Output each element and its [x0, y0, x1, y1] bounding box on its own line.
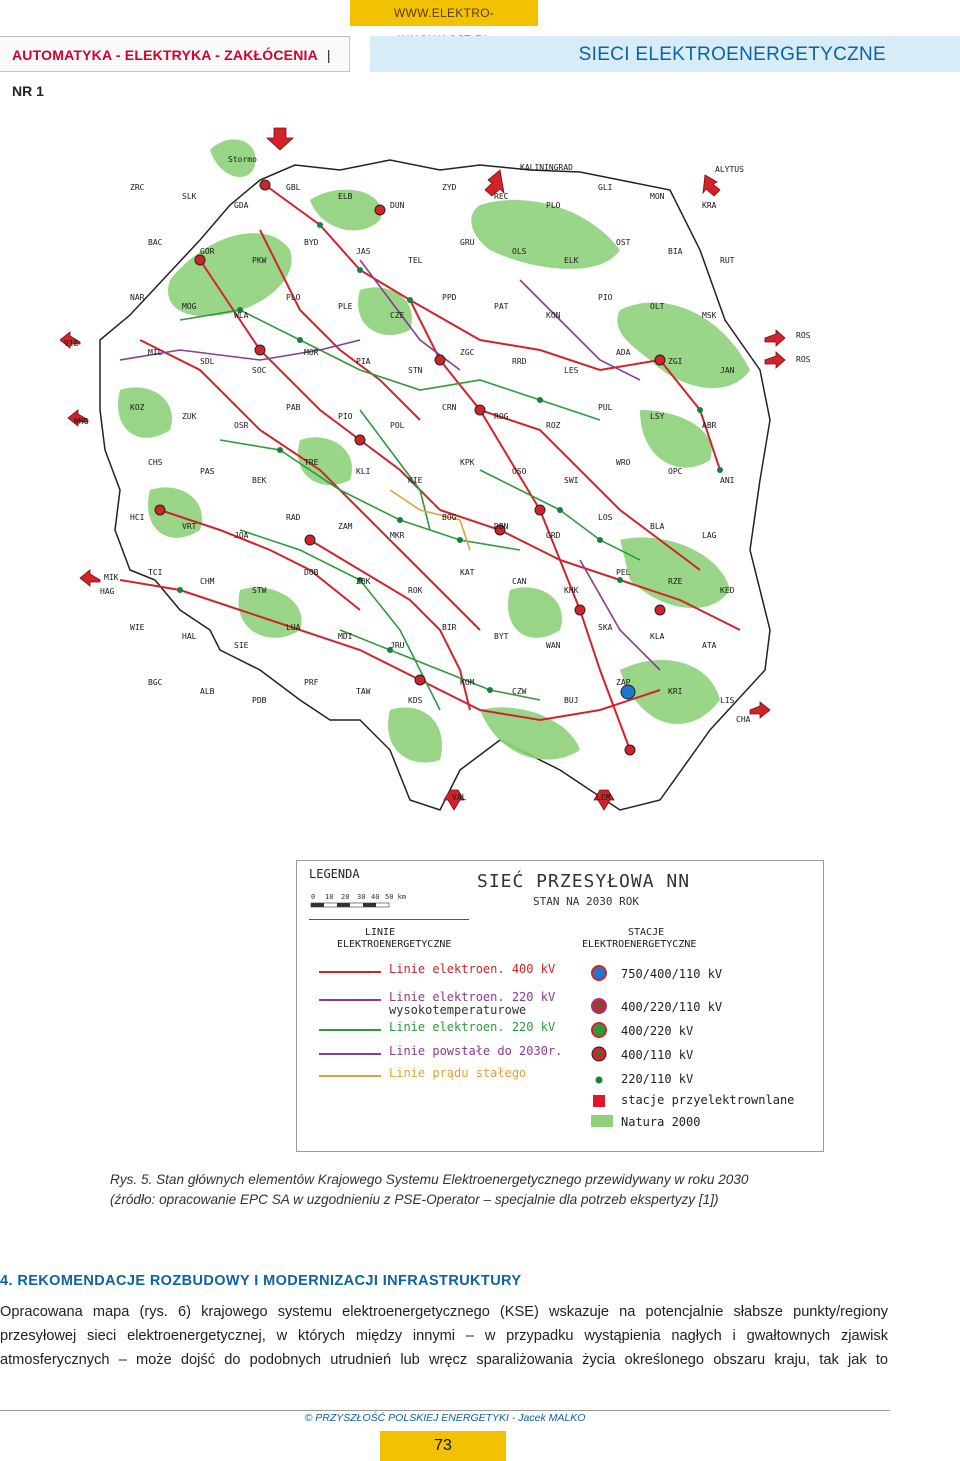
map-station-label: ZRC [130, 183, 145, 192]
map-station-label: BIR [442, 623, 457, 632]
map-station-label: BEK [252, 476, 267, 485]
map-station-label: CRN [442, 403, 457, 412]
legend-line-planned-swatch [319, 1053, 381, 1055]
map-station-label: KIE [408, 476, 423, 485]
map-station-label: GDA [234, 201, 249, 210]
map-station-label: DUN [390, 201, 405, 210]
map-station-label: BAC [148, 238, 163, 247]
map-station-label: ROK [408, 586, 423, 595]
map-station-label: KDS [408, 696, 423, 705]
scale-tick-label: 10 [325, 893, 334, 901]
map-station-label: BUJ [564, 696, 579, 705]
section-heading: 4. REKOMENDACJE ROZBUDOWY I MODERNIZACJI INFRASTRUKTURY [0, 1273, 522, 1289]
map-station-label: CAN [512, 577, 527, 586]
map-station-label: KOZ [130, 403, 145, 412]
caption-line-2: (źródło: opracowanie EPC SA w uzgodnieniu z PSE-Operator – specjalnie dla potrzeb ekspertyzy [1]) [110, 1192, 719, 1207]
map-station-label: PLO [546, 201, 561, 210]
map-border-label: KALININGRAD [520, 163, 573, 172]
map-station-label: KLI [356, 467, 371, 476]
legend-stations-header-1: STACJE [628, 927, 665, 938]
map-station-label: MKR [390, 531, 405, 540]
map-station-label: PAT [494, 302, 509, 311]
legend-station-400-110: 400/110 kV [621, 1048, 694, 1062]
map-station-label: KAT [460, 568, 475, 577]
legend-station-220-110-icon [591, 1072, 607, 1088]
map-station-label: POL [390, 421, 405, 430]
legend-station-400-110-icon [591, 1046, 607, 1062]
map-station-label: VRT [182, 522, 197, 531]
map-station-label: MDI [338, 632, 353, 641]
map-station-label: ZBK [356, 577, 371, 586]
legend-line-220kv-ht: Linie elektroen. 220 kV [389, 990, 556, 1004]
map-station-label: ABR [702, 421, 717, 430]
map-border-label: HAG [100, 587, 115, 596]
map-station-label: PAS [200, 467, 215, 476]
map-station-label: WAN [546, 641, 561, 650]
map-border-label: NHG [74, 417, 89, 426]
map-station-label: WLA [234, 311, 249, 320]
body-line: przesyłowej sieci elektroenergetycznej, w których między innymi – w przypadku wystąpienia nagłych i gwałtownych zjawisk [0, 1328, 888, 1344]
map-station-label: PDB [252, 696, 267, 705]
legend-natura-icon [591, 1114, 613, 1128]
legend-line-dc-swatch [319, 1075, 381, 1077]
map-station-label: SLK [182, 192, 197, 201]
legend-scale-bar [309, 889, 409, 917]
section-title: SIECI ELEKTROENERGETYCZNE [370, 36, 960, 72]
map-station-label: RAD [286, 513, 301, 522]
map-station-label: GBL [286, 183, 301, 192]
map-station-label: SOC [252, 366, 267, 375]
map-station-label: KRA [702, 201, 717, 210]
map-station-label: ZGC [460, 348, 475, 357]
legend-natura: Natura 2000 [621, 1115, 701, 1129]
map-station-label: NAR [130, 293, 145, 302]
map-station-label: SDL [200, 357, 215, 366]
map-station-label: OLT [650, 302, 665, 311]
map-station-label: SIE [234, 641, 249, 650]
map-station-label: BLA [650, 522, 665, 531]
legend-power-plant-icon [591, 1093, 607, 1109]
legend-station-400-220-110-icon [591, 998, 607, 1014]
legend-lines-header [337, 927, 451, 951]
map-border-label: ROS [796, 355, 810, 364]
map-station-label: MOR [304, 348, 319, 357]
map-station-label: SWI [564, 476, 579, 485]
map-station-label: JOA [234, 531, 249, 540]
map-border-label: VIE [64, 339, 79, 348]
map-station-label: KON [546, 311, 561, 320]
map-station-label: CHM [200, 577, 215, 586]
scale-tick-label: 0 [311, 893, 316, 901]
map-station-label: JAS [356, 247, 371, 256]
map-station-label: CZW [512, 687, 527, 696]
map-station-label: ELB [338, 192, 353, 201]
map-station-label: LOS [598, 513, 613, 522]
map-station-label: TCI [148, 568, 163, 577]
journal-name: AUTOMATYKA - ELEKTRYKA - ZAKŁÓCENIA [12, 47, 318, 63]
map-station-label: PPD [442, 293, 457, 302]
map-station-label: ALB [200, 687, 215, 696]
map-station-label: MOG [182, 302, 197, 311]
legend-line-400kv-swatch [319, 971, 381, 973]
legend-power-plant: stacje przyelektrownlane [621, 1093, 795, 1107]
map-station-label: RRD [512, 357, 527, 366]
map-station-label: TAW [356, 687, 371, 696]
map-station-label: PIO [338, 412, 353, 421]
map-station-label: ANI [720, 476, 735, 485]
map-station-label: KED [720, 586, 735, 595]
map-station-label: MIL [148, 348, 163, 357]
map-station-label: DBN [494, 522, 509, 531]
body-paragraph [0, 1300, 888, 1372]
legend-station-400-220-110: 400/220/110 kV [621, 1000, 723, 1014]
station-750kv [621, 685, 635, 699]
map-station-label: BIA [668, 247, 683, 256]
map-station-label: LES [564, 366, 579, 375]
map-station-label: RZE [668, 577, 683, 586]
legend-line-400kv: Linie elektroen. 400 kV [389, 962, 556, 976]
legend-line-220kv-ht-sub: wysokotemperaturowe [389, 1003, 527, 1017]
map-station-label: STN [408, 366, 423, 375]
legend-station-400-220-icon [591, 1022, 607, 1038]
map-station-label: HCI [130, 513, 145, 522]
map-station-label: LAG [702, 531, 717, 540]
scale-tick-label: 50 km [385, 893, 407, 901]
body-line: atmosferycznych – może dojść do podobnych utrudnień lub wręcz sparaliżowania życia określonego obszaru kraju, tak jak to [0, 1352, 888, 1368]
legend-line-220kv-swatch [319, 1029, 381, 1031]
legend-line-220kv-ht-swatch [319, 999, 381, 1001]
legend-divider [309, 919, 469, 920]
map-station-label: GOR [200, 247, 215, 256]
map-station-label: LIS [720, 696, 735, 705]
map-station-label: TRE [304, 458, 319, 467]
map-station-label: PUL [598, 403, 613, 412]
map-station-label: PKW [252, 256, 267, 265]
map-station-label: PIA [356, 357, 371, 366]
map-station-label: PRF [304, 678, 319, 687]
legend-station-220-110: 220/110 kV [621, 1072, 694, 1086]
map-station-label: ROG [494, 412, 509, 421]
map-station-label: PEL [616, 568, 631, 577]
legend-main-title: SIEĆ PRZESYŁOWA NN [477, 871, 691, 892]
map-station-label: KLA [650, 632, 665, 641]
map-station-label: BYT [494, 632, 509, 641]
legend-line-220kv: Linie elektroen. 220 kV [389, 1020, 556, 1034]
map-station-label: ELK [564, 256, 579, 265]
map-station-label: STW [252, 586, 267, 595]
map-station-label: ZAP [616, 678, 631, 687]
legend-station-750-icon [591, 965, 607, 981]
map-station-label: OSO [512, 467, 527, 476]
map-station-label: MON [650, 192, 665, 201]
legend-station-750: 750/400/110 kV [621, 967, 723, 981]
map-station-label: ATA [702, 641, 717, 650]
figure-caption [110, 1170, 870, 1210]
legend-lines-header-1: LINIE [365, 927, 396, 938]
map-border-label: MIK [104, 573, 119, 582]
map-station-label: BYD [304, 238, 319, 247]
map-station-label: HAL [182, 632, 197, 641]
map-station-label: KHK [564, 586, 579, 595]
legend-title: LEGENDA [309, 867, 360, 881]
map-station-label: CHS [148, 458, 163, 467]
map-station-label: ADA [616, 348, 631, 357]
map-border-label: VAL [452, 793, 467, 802]
map-svg [60, 110, 810, 830]
map-station-label: PIO [598, 293, 613, 302]
page-number: 73 [380, 1431, 506, 1461]
map-station-label: JRU [390, 641, 405, 650]
map-border-label: ALYTUS [715, 165, 744, 174]
map-station-label: KOM [460, 678, 475, 687]
legend-subtitle: STAN NA 2030 ROK [533, 895, 639, 908]
map-station-label: TEL [408, 256, 423, 265]
map-station-label: LUA [286, 623, 301, 632]
map-station-label: GRD [546, 531, 561, 540]
map-station-label: KPK [460, 458, 475, 467]
map-station-label: OPC [668, 467, 683, 476]
map-station-label: LSY [650, 412, 665, 421]
map-station-label: WIE [130, 623, 145, 632]
map-station-label: PAB [286, 403, 301, 412]
map-station-label: MSK [702, 311, 717, 320]
map-station-label: ZAM [338, 522, 353, 531]
map-station-label: RUT [720, 256, 735, 265]
scale-tick-label: 30 [357, 893, 366, 901]
map-station-label: ZUK [182, 412, 197, 421]
map-station-label: PLE [338, 302, 353, 311]
map-station-label: DOB [304, 568, 319, 577]
map-station-label: OSR [234, 421, 249, 430]
map-station-label: ZGI [668, 357, 683, 366]
map-border-label: Stormo [228, 155, 257, 164]
scale-tick-label: 20 [341, 893, 350, 901]
map-station-label: BOG [442, 513, 457, 522]
legend-line-planned: Linie powstałe do 2030r. [389, 1044, 563, 1058]
map-station-label: GRU [460, 238, 475, 247]
map-station-label: KRI [668, 687, 683, 696]
map-station-label: JAN [720, 366, 735, 375]
body-line: Opracowana mapa (rys. 6) krajowego systemu elektroenergetycznego (KSE) wskazuje na potencjalnie słabsze punkty/regiony [0, 1304, 888, 1320]
map-station-label: PLO [286, 293, 301, 302]
map-station-label: REC [494, 192, 509, 201]
site-url-tag[interactable]: WWW.ELEKTRO- [350, 0, 538, 26]
map-border-label: CHA [736, 715, 751, 724]
footer-credit: © PRZYSZŁOŚĆ POLSKIEJ ENERGETYKI - Jacek MALKO [304, 1412, 586, 1424]
journal-issue: NR 1 [12, 83, 44, 99]
map-station-label: ZYD [442, 183, 457, 192]
map-legend [296, 860, 824, 1152]
map-station-label: SKA [598, 623, 613, 632]
legend-line-dc: Linie prądu stałego [389, 1066, 527, 1080]
journal-separator: | [326, 47, 331, 63]
map-station-label: OST [616, 238, 631, 247]
map-station-label: WRO [616, 458, 631, 467]
map-station-label: BGC [148, 678, 163, 687]
journal-header [0, 36, 350, 99]
map-border-label: ROS [796, 331, 810, 340]
legend-stations-header [582, 927, 696, 951]
caption-line-1: Rys. 5. Stan głównych elementów Krajowego Systemu Elektroenergetycznego przewidywany w roku 2030 [110, 1172, 749, 1187]
map-station-label: CZE [390, 311, 405, 320]
legend-stations-header-2: ELEKTROENERGETYCZNE [582, 939, 697, 950]
map-station-label: OLS [512, 247, 527, 256]
map-station-label: ROZ [546, 421, 561, 430]
map-station-label: GLI [598, 183, 613, 192]
poland-grid-map [60, 110, 810, 830]
scale-tick-label: 40 [371, 893, 380, 901]
legend-station-400-220: 400/220 kV [621, 1024, 694, 1038]
map-border-label: LEM [596, 793, 611, 802]
legend-lines-header-2: ELEKTROENERGETYCZNE [337, 939, 452, 950]
